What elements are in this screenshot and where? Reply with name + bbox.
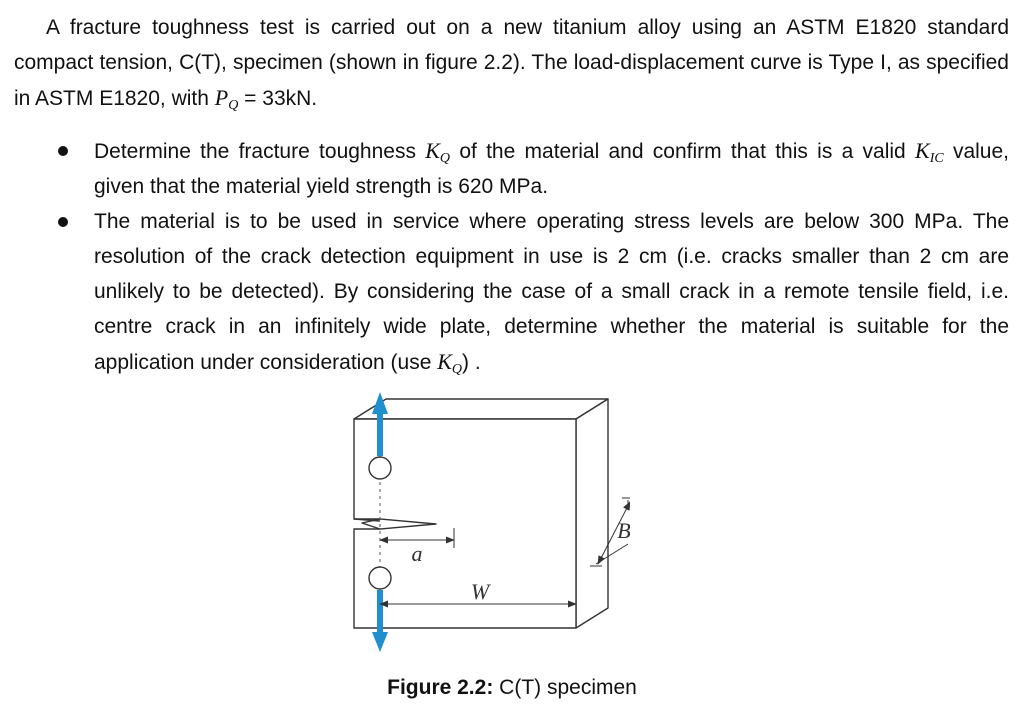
- kic-symbol: $K_{IC}$: [915, 138, 944, 166]
- pq-symbol: $P_Q$: [214, 85, 239, 113]
- problem-intro-paragraph: [14, 10, 1009, 116]
- label-b: B: [617, 518, 630, 543]
- kq-symbol: $K_Q$: [437, 349, 463, 377]
- figure-caption-number: Figure 2.2:: [387, 676, 494, 699]
- intro-text-after: = 33kN.: [238, 87, 318, 110]
- figure-caption-text: C(T) specimen: [493, 676, 637, 699]
- ct-specimen-drawing: [340, 390, 630, 652]
- bullet-item-suitability: The material is to be used in service where operating stress levels are below 300 MPa. The resolution of the crack detection equipment in use is 2 cm (i.e. cracks smaller than 2 cm are unlikely to be detected). By considering the case of a small crack in a remote tensile field, i.e. centre crack in an infinitely wide plate, determine whether the material is suitable for the application under consideration (use $K_Q$) .: [56, 204, 1009, 380]
- label-w: W: [470, 579, 490, 604]
- bullet-dot-icon: [58, 217, 68, 227]
- kq-symbol: $K_Q$: [425, 138, 451, 166]
- bullet-dot-icon: [58, 146, 68, 156]
- task-bullet-list: [56, 133, 1009, 380]
- bullet-item-fracture-toughness: Determine the fracture toughness $K_Q$ of the material and confirm that this is a valid $K_{IC}$ value, given that the material yield strength is 620 MPa.: [56, 133, 1009, 204]
- lower-load-hole: [369, 567, 391, 589]
- upper-load-hole: [369, 457, 391, 479]
- ct-specimen-figure: [340, 390, 630, 652]
- figure-caption: [0, 673, 1024, 703]
- label-a: a: [411, 541, 423, 566]
- intro-text-before: A fracture toughness test is carried out on a new titanium alloy using an ASTM E1820 standard compact tension, C(T), specimen (shown in figure 2.2). The load-displacement curve is Type I, as specified in ASTM E1820, with: [14, 16, 1009, 110]
